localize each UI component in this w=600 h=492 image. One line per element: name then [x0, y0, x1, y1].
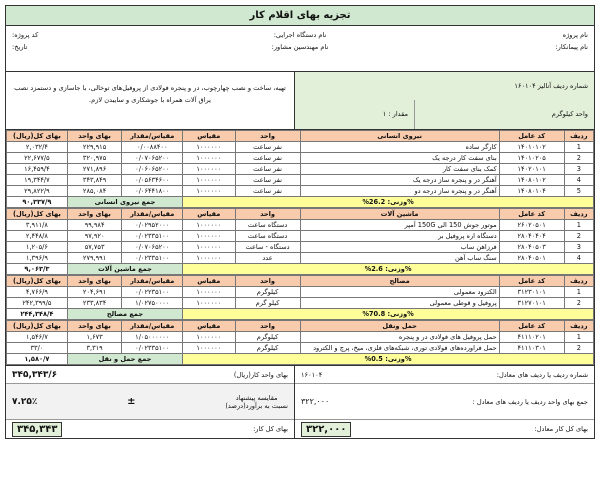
table-cell: دستگاه ساعت — [235, 220, 300, 231]
table-cell: ۰/۰۲۳۳۵۱۰۰ — [122, 253, 183, 264]
table-cell: دستگاه اره پروفیل بر — [300, 231, 499, 242]
column-header: مقیاس/مقدار — [122, 209, 183, 220]
section-sum-label: جمع ماشین آلات — [67, 264, 182, 275]
table-cell: نفر ساعت — [235, 186, 300, 197]
table-cell: ۱۶,۴۵۹/۴ — [7, 164, 68, 175]
section-header-row — [7, 321, 594, 332]
column-header: بهای واحد — [67, 276, 122, 287]
table-cell: ۳,۳۱۹ — [67, 343, 122, 354]
summary-footer — [6, 365, 594, 438]
table-row — [7, 220, 594, 231]
section-sum-row — [7, 309, 594, 320]
column-header: واحد — [235, 131, 300, 142]
table-cell: ۱۰۰۰۰۰۰ — [183, 287, 235, 298]
table-cell: ۱/۰۵۰۰۰۰۰۰ — [122, 332, 183, 343]
table-cell: ۱۰۰۰۰۰۰ — [183, 242, 235, 253]
item-description: تهیه، ساخت و نصب چهارچوب، در و پنجره فولادی از پروفیل‌های توخالی، با جاسازی و دستمزد نصب یراق آلات همراه با جوشکاری و سایبدن لازم. — [14, 84, 286, 104]
table-row — [7, 186, 594, 197]
weight-percent: %وزنی: 2.6% — [183, 264, 594, 275]
table-cell: ۱۰۰۰۰۰۰ — [183, 298, 235, 309]
unit-price-value: ۳۴۵,۳۴۳/۶ — [12, 369, 58, 380]
table-cell: نفر ساعت — [235, 153, 300, 164]
table-cell: ۵۷,۷۵۳ — [67, 242, 122, 253]
compare-value: ۷.۲۵٪ — [12, 396, 38, 407]
column-header: بهای کل(ریال) — [7, 209, 68, 220]
section-sum-label: جمع نیروی انسانی — [67, 197, 182, 208]
table-row — [7, 332, 594, 343]
table-cell: 1 — [564, 287, 593, 298]
table-cell: ۲۸۰۴۰۵۰۱ — [499, 253, 564, 264]
unit-price-label: بهای واحد کار(ریال) — [233, 370, 288, 379]
section-header-row — [7, 209, 594, 220]
table-cell: ۰/۰۲۳۳۵۱۰۰ — [122, 231, 183, 242]
table-row — [7, 231, 594, 242]
column-header: ماشین آلات — [300, 209, 499, 220]
table-cell: الکترود معمولی — [300, 287, 499, 298]
table-cell: ۳۳/۰ — [7, 343, 68, 354]
table-cell: ۱۰۰۰۰۰۰ — [183, 332, 235, 343]
table-cell: کیلوگرم — [235, 332, 300, 343]
table-cell: ۲۰۴,۶۹۱ — [67, 287, 122, 298]
table-cell: ۱۰۰۰۰۰۰ — [183, 343, 235, 354]
table-cell: دستگاه ساعت — [235, 231, 300, 242]
column-header: واحد — [235, 321, 300, 332]
table-cell: ۱۰۰۰۰۰۰ — [183, 142, 235, 153]
table-cell: دستگاه - ساعت — [235, 242, 300, 253]
date-label: تاریخ: — [12, 43, 28, 51]
table-cell: نفر ساعت — [235, 175, 300, 186]
compare-sub-label: نسبت به برآورد(درصد) — [225, 401, 288, 410]
table-cell: ۲۳۳,۸۳۴ — [67, 298, 122, 309]
table-cell: کیلو گرم — [235, 298, 300, 309]
column-header: ردیف — [564, 131, 593, 142]
table-cell: ۰/۰۷۰۶۵۲۰۰ — [122, 242, 183, 253]
section-header-row — [7, 276, 594, 287]
table-cell: حمل پروفیل های فولادی در و پنجره — [300, 332, 499, 343]
table-cell: ۰/۰۲۹۵۲۰۰۰ — [122, 220, 183, 231]
table-cell: موتور جوش 150 الی 150G آمپر — [300, 220, 499, 231]
project-header — [6, 26, 594, 72]
table-cell: 3 — [564, 164, 593, 175]
table-cell: ۱۴۰۱۰۲۰۵ — [499, 153, 564, 164]
table-cell: ۱۴۰۸۰۱۰۴ — [499, 186, 564, 197]
column-header: واحد — [235, 276, 300, 287]
table-cell: ۲۸۵,۰۸۴ — [67, 186, 122, 197]
total-price-label: بهای کل کار: — [253, 425, 288, 433]
column-header: بهای واحد — [67, 321, 122, 332]
column-header: کد عامل — [499, 276, 564, 287]
table-cell: 2 — [564, 153, 593, 164]
column-header: مقیاس/مقدار — [122, 276, 183, 287]
item-info — [6, 72, 594, 130]
table-cell: 1 — [564, 220, 593, 231]
section-sum-value: ۹,۰۶۳/۳ — [7, 264, 68, 275]
table-cell: ۱۰۰۰۰۰۰ — [183, 186, 235, 197]
compare-sign: ± — [127, 396, 136, 407]
unit-label: واحد کیلوگرم — [415, 100, 594, 129]
table-cell: ۱,۲۰۵/۶ — [7, 242, 68, 253]
table-row — [7, 253, 594, 264]
contractor-name-label: نام پیمانکار: — [555, 43, 588, 51]
column-header: بهای کل(ریال) — [7, 321, 68, 332]
section-sum-row — [7, 354, 594, 365]
column-header: ردیف — [564, 209, 593, 220]
table-cell: آهنگر در و پنجره ساز درجه یک — [300, 175, 499, 186]
amount-label: مقدار : ۱ — [295, 100, 415, 129]
table-cell: 4 — [564, 253, 593, 264]
column-header: مقیاس — [183, 276, 235, 287]
section-sum-value: ۹۰,۳۳۷/۹ — [7, 197, 68, 208]
table-cell: ۲,۴۴۸/۸ — [7, 231, 68, 242]
analysis-sheet — [5, 5, 595, 439]
table-cell: ۱,۵۴۶/۷ — [7, 332, 68, 343]
column-header: بهای کل(ریال) — [7, 131, 68, 142]
column-header: مقیاس — [183, 209, 235, 220]
section-sum-row — [7, 197, 594, 208]
table-cell: 2 — [564, 231, 593, 242]
table-cell: ۲۲۹,۹۱۵ — [67, 142, 122, 153]
table-cell: کیلوگرم — [235, 287, 300, 298]
section-table — [6, 275, 594, 320]
column-header: واحد — [235, 209, 300, 220]
column-header: نیروی انسانی — [300, 131, 499, 142]
table-cell: حمل فراورده‌های فولادی توری، شبکه‌های فلزی، میخ، پرچ و الکترود — [300, 343, 499, 354]
table-cell: 4 — [564, 175, 593, 186]
table-cell: فرزاهن ساب — [300, 242, 499, 253]
table-cell: ۱۰۰۰۰۰۰ — [183, 231, 235, 242]
table-cell: ۰/۰۰۸۸۴۰۰ — [122, 142, 183, 153]
section-sum-value: ۱,۵۸۰/۷ — [7, 354, 68, 365]
table-cell: ۹۹,۹۸۴ — [67, 220, 122, 231]
total-price-value: ۳۴۵,۳۴۳ — [12, 422, 62, 437]
table-cell: ۲۲,۶۷۷/۵ — [7, 153, 68, 164]
column-header: مقیاس — [183, 321, 235, 332]
column-header: ردیف — [564, 321, 593, 332]
table-cell: 2 — [564, 298, 593, 309]
table-cell: ۳۲۰,۹۷۵ — [67, 153, 122, 164]
table-cell: پروفیل و قوطی معمولی — [300, 298, 499, 309]
table-cell: ۱۹,۳۴۴/۷ — [7, 175, 68, 186]
table-cell: کیلوگرم — [235, 343, 300, 354]
table-cell: عدد — [235, 253, 300, 264]
table-cell: کارگر ساده — [300, 142, 499, 153]
table-row — [7, 343, 594, 354]
column-header: مقیاس/مقدار — [122, 131, 183, 142]
column-header: کد عامل — [499, 209, 564, 220]
total-price-equiv-label: بهای کل کار معادل: — [534, 425, 588, 433]
weight-percent: %وزنی: 26.2% — [183, 197, 594, 208]
unit-price-equiv-label: جمع بهای واحد ردیف یا ردیف های معادل : — [472, 397, 588, 406]
row-number-equiv-value: ۱۶۰۱۰۴ — [301, 370, 323, 379]
section-header-row — [7, 131, 594, 142]
row-number-equiv-label: شماره ردیف یا ردیف های معادل: — [496, 370, 588, 379]
column-header: بهای کل(ریال) — [7, 276, 68, 287]
section-table — [6, 130, 594, 208]
column-header: کد عامل — [499, 321, 564, 332]
table-cell: ۱۰۰۰۰۰۰ — [183, 164, 235, 175]
table-cell: ۳۱۲۷۰۱۰۱ — [499, 298, 564, 309]
cost-sections — [6, 130, 594, 365]
table-cell: ۰/۰۶۰۶۵۲۰۰ — [122, 164, 183, 175]
table-cell: سنگ ساب آهن — [300, 253, 499, 264]
table-cell: ۰/۰۵۶۳۴۶۰۰ — [122, 175, 183, 186]
section-table — [6, 320, 594, 365]
total-price-equiv-value: ۳۲۲,۰۰۰ — [301, 422, 351, 437]
table-cell: ۱۴۰۱۰۱۰۲ — [499, 142, 564, 153]
column-header: حمل ونقل — [300, 321, 499, 332]
table-cell: ۴,۷۶۶/۹ — [7, 287, 68, 298]
table-cell: ۳۴۳,۸۴۹ — [67, 175, 122, 186]
table-row — [7, 298, 594, 309]
table-cell: 5 — [564, 186, 593, 197]
table-cell: ۲,۰۳۲/۴ — [7, 142, 68, 153]
table-cell: ۳,۹۱۱/۸ — [7, 220, 68, 231]
table-cell: 1 — [564, 332, 593, 343]
table-row — [7, 142, 594, 153]
table-cell: کمک بنای سفت کار — [300, 164, 499, 175]
table-cell: ۱۰۰۰۰۰۰ — [183, 175, 235, 186]
column-header: کد عامل — [499, 131, 564, 142]
page-title: تجزیه بهای اقلام کار — [6, 6, 594, 26]
table-cell: ۲۸۰۴۰۵۰۳ — [499, 242, 564, 253]
table-cell: ۰/۰۷۰۶۵۲۰۰ — [122, 153, 183, 164]
table-cell: ۱۰۰۰۰۰۰ — [183, 253, 235, 264]
project-name-label: نام پروژه — [562, 31, 588, 39]
table-cell: ۰/۰۲۲۳۵۱۰۰ — [122, 287, 183, 298]
table-cell: ۲۷۱,۸۹۶ — [67, 164, 122, 175]
table-cell: نفر ساعت — [235, 142, 300, 153]
section-sum-label: جمع حمل و نقل — [67, 354, 182, 365]
table-cell: ۱/۰۲۷۵۰۰۰۰ — [122, 298, 183, 309]
table-cell: ۴۱۱۱۰۳۰۱ — [499, 343, 564, 354]
table-cell: ۱۴۰۲۰۱۰۱ — [499, 164, 564, 175]
project-code-label: کد پروژه: — [12, 31, 39, 39]
table-cell: ۱,۳۹۶/۹ — [7, 253, 68, 264]
unit-price-equiv-value: ۳۲۲,۰۰۰ — [301, 397, 330, 406]
table-cell: ۱,۶۷۳ — [67, 332, 122, 343]
table-row — [7, 287, 594, 298]
column-header: مصالح — [300, 276, 499, 287]
table-row — [7, 164, 594, 175]
table-cell: ۳۱۲۳۰۱۰۱ — [499, 287, 564, 298]
table-cell: ۰/۰۶۴۴۱۸۰۰ — [122, 186, 183, 197]
table-cell: ۲۹,۸۲۲/۹ — [7, 186, 68, 197]
column-header: بهای واحد — [67, 131, 122, 142]
section-sum-row — [7, 264, 594, 275]
executor-name-label: نام دستگاه اجرایی: — [273, 31, 327, 39]
section-sum-value: ۲۴۴,۳۴۸/۴ — [7, 309, 68, 320]
weight-percent: %وزنی: 70.8% — [183, 309, 594, 320]
table-cell: ۲۶۰۲۰۵۰۱ — [499, 220, 564, 231]
consultant-name-label: نام مهندسین مشاور: — [271, 43, 329, 51]
table-cell: 3 — [564, 242, 593, 253]
table-cell: ۲۷۹,۹۹۱ — [67, 253, 122, 264]
table-cell: ۰/۰۲۳۳۵۱۰۰ — [122, 343, 183, 354]
table-cell: آهنگر در و پنجره ساز درجه دو — [300, 186, 499, 197]
table-cell: ۲۸۰۴۰۴۰۴ — [499, 231, 564, 242]
table-row — [7, 242, 594, 253]
table-cell: بنای سفت کار درجه یک — [300, 153, 499, 164]
table-cell: 1 — [564, 142, 593, 153]
weight-percent: %وزنی: 0.5% — [183, 354, 594, 365]
table-row — [7, 175, 594, 186]
table-cell: ۱۴۰۸۰۱۰۲ — [499, 175, 564, 186]
column-header: مقیاس/مقدار — [122, 321, 183, 332]
column-header: ردیف — [564, 276, 593, 287]
compare-label: مقایسه پیشنهاد — [235, 393, 278, 402]
table-cell: ۱۰۰۰۰۰۰ — [183, 153, 235, 164]
column-header: بهای واحد — [67, 209, 122, 220]
table-cell: ۹۷,۹۲۰ — [67, 231, 122, 242]
table-cell: ۲۴۲,۳۹۹/۵ — [7, 298, 68, 309]
table-cell: 2 — [564, 343, 593, 354]
table-cell: نفر ساعت — [235, 164, 300, 175]
column-header: مقیاس — [183, 131, 235, 142]
section-sum-label: جمع مصالح — [67, 309, 182, 320]
row-number: شماره ردیف آنالیز ۱۶۰۱۰۴ — [295, 72, 594, 100]
table-cell: ۴۱۱۱۰۲۰۱ — [499, 332, 564, 343]
table-cell: ۱۰۰۰۰۰۰ — [183, 220, 235, 231]
section-table — [6, 208, 594, 275]
table-row — [7, 153, 594, 164]
